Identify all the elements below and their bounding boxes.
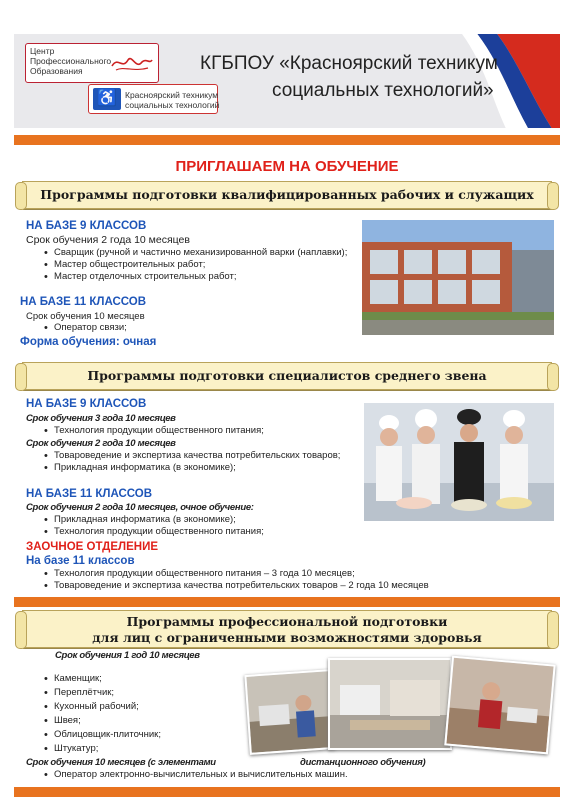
accessibility-icon: ♿ [93, 88, 121, 110]
section1-banner-text: Программы подготовки квалифицированных рабочих и служащих [40, 187, 534, 202]
workshop-photo-center [328, 658, 452, 750]
ktst-logo-text: Красноярский техникум социальных технологий [125, 90, 220, 110]
section2-banner [22, 362, 552, 390]
list-item: • Прикладная информатика (в экономике); [54, 462, 359, 474]
bottom-orange-bar [14, 787, 560, 797]
s3-list2 [40, 769, 554, 781]
section1-banner [22, 181, 552, 209]
s1-base9-heading: НА БАЗЕ 9 КЛАССОВ [26, 220, 147, 232]
list-item: • Технология продукции общественного питания – 3 года 10 месяцев; [54, 568, 554, 580]
s2-term-c: Срок обучения 2 года 10 месяцев, очное обучение: [26, 502, 254, 513]
list-item: • Технология продукции общественного питания; [54, 425, 364, 437]
s1-study-form: Форма обучения: очная [20, 336, 157, 348]
s1-base11-heading: НА БАЗЕ 11 КЛАССОВ [20, 296, 147, 308]
s2-base9-heading: НА БАЗЕ 9 КЛАССОВ [26, 398, 147, 410]
section3-banner-line1: Программы профессиональной подготовки [126, 614, 448, 629]
s3-term2-left: Срок обучения 10 месяцев (с элементами [26, 757, 216, 768]
list-item: • Мастер отделочных строительных работ; [54, 271, 364, 283]
s3-list [40, 672, 254, 756]
list-item: • Оператор связи; [54, 322, 354, 334]
section2-banner-text: Программы подготовки специалистов среднего звена [87, 368, 487, 383]
list-item: • Кухонный рабочий; [54, 700, 254, 714]
invite-heading: ПРИГЛАШАЕМ НА ОБУЧЕНИЕ [175, 158, 399, 175]
list-item: • Мастер общестроительных работ; [54, 259, 364, 271]
s2-correspondence-heading: ЗАОЧНОЕ ОТДЕЛЕНИЕ [26, 541, 159, 553]
college-title [200, 50, 500, 104]
list-item: • Переплётчик; [54, 686, 254, 700]
section3-banner-line2: для лиц с ограниченными возможностями здоровья [92, 630, 482, 645]
s1-base9-term: Срок обучения 2 года 10 месяцев [26, 234, 190, 246]
s2-correspondence-base: На базе 11 классов [26, 555, 135, 567]
building-illustration [362, 220, 554, 335]
s3-term2-right: дистанционного обучения) [300, 757, 426, 768]
ktst-logo [88, 84, 218, 114]
chefs-photo [364, 403, 554, 521]
s2-list-a [40, 425, 364, 437]
list-item: • Швея; [54, 714, 254, 728]
s3-term: Срок обучения 1 год 10 месяцев [55, 650, 200, 661]
s1-base11-term: Срок обучения 10 месяцев [26, 311, 145, 322]
section3-banner [22, 610, 552, 648]
s1-base11-list [40, 322, 354, 334]
list-item: • Товароведение и экспертиза качества потребительских товаров – 2 года 10 месяцев [54, 580, 554, 592]
list-item: • Штукатур; [54, 742, 254, 756]
workshop-illustration-1 [246, 671, 333, 753]
s2-list-c [40, 514, 364, 538]
workshop-illustration-2 [330, 660, 450, 748]
workshop-photo-right [444, 656, 555, 755]
college-title-line2: социальных технологий» [272, 80, 494, 101]
s1-base9-list [40, 247, 364, 283]
workshop-photo-left [244, 669, 335, 755]
mid-orange-bar [14, 597, 560, 607]
s2-list-d [40, 568, 554, 592]
list-item: • Оператор электронно-вычислительных и вычислительных машин. [54, 769, 554, 781]
cpo-logo [25, 43, 159, 83]
building-photo [362, 220, 554, 335]
s2-base11-heading: НА БАЗЕ 11 КЛАССОВ [26, 488, 153, 500]
list-item: • Товароведение и экспертиза качества потребительских товаров; [54, 450, 359, 462]
list-item: • Технология продукции общественного питания; [54, 526, 364, 538]
cpo-logo-text: Центр Профессионального Образования [30, 46, 112, 76]
list-item: • Сварщик (ручной и частично механизированной варки (наплавки); [54, 247, 364, 259]
top-orange-bar [14, 135, 560, 145]
list-item: • Облицовщик-плиточник; [54, 728, 254, 742]
list-item: • Каменщик; [54, 672, 254, 686]
workshop-illustration-3 [446, 658, 553, 752]
s2-term-a: Срок обучения 3 года 10 месяцев [26, 413, 176, 424]
s2-term-b: Срок обучения 2 года 10 месяцев [26, 438, 176, 449]
s2-list-b [40, 450, 359, 474]
chefs-illustration [364, 403, 554, 521]
list-item: • Прикладная информатика (в экономике); [54, 514, 364, 526]
signature-mark-icon [110, 52, 154, 74]
college-title-line1: КГБПОУ «Красноярский техникум [200, 53, 498, 74]
